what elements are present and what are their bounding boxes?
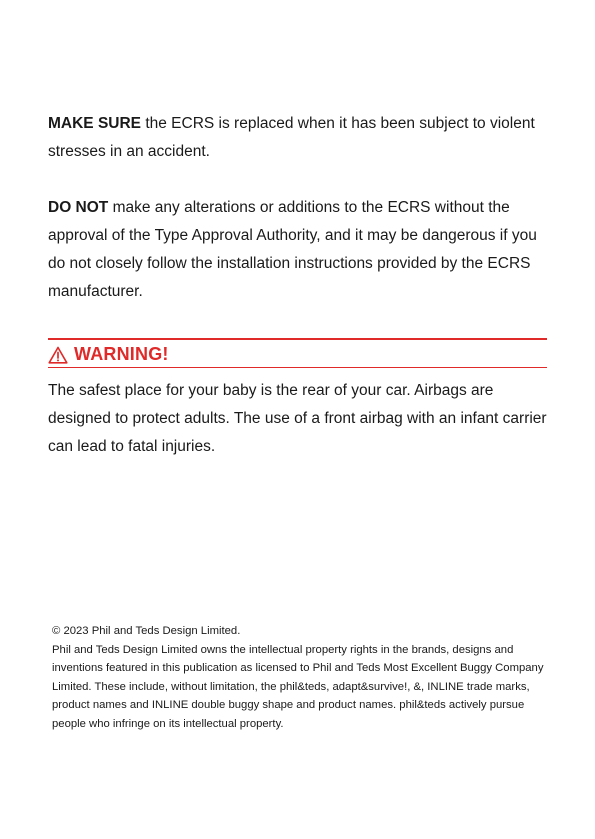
make-sure-lead: MAKE SURE — [48, 115, 142, 132]
warning-header — [48, 338, 547, 368]
make-sure-text: the ECRS is replaced when it has been subject to violent stresses in an accident. — [48, 115, 535, 160]
copyright-footer — [52, 622, 552, 733]
ip-notice: Phil and Teds Design Limited owns the intellectual property rights in the brands, designs and inventions featured in this publication as licensed to Phil and Teds Most Excellent Buggy Company Limited. These include, without limitation, the phil&teds, adapt&survive!, &, INLINE trade marks, product names and INLINE double buggy shape and product names. phil&teds actively pursue people who infringe on its intellectual property. — [52, 643, 544, 730]
warning-title: WARNING! — [74, 344, 169, 364]
warning-triangle-icon — [48, 346, 68, 364]
do-not-lead: DO NOT — [48, 199, 109, 216]
replace-after-accident-notice — [48, 110, 548, 166]
no-alterations-notice — [48, 194, 548, 306]
warning-title-row — [48, 344, 169, 365]
warning-text: The safest place for your baby is the rear of your car. Airbags are designed to protect adults. The use of a front airbag with an infant carrier can lead to fatal injuries. — [48, 382, 547, 455]
do-not-text: make any alterations or additions to the ECRS without the approval of the Type Approval Authority, and it may be dangerous if you do not closely follow the installation instructions provided by the ECRS manufacturer. — [48, 199, 537, 300]
copyright-line: © 2023 Phil and Teds Design Limited. — [52, 625, 241, 637]
